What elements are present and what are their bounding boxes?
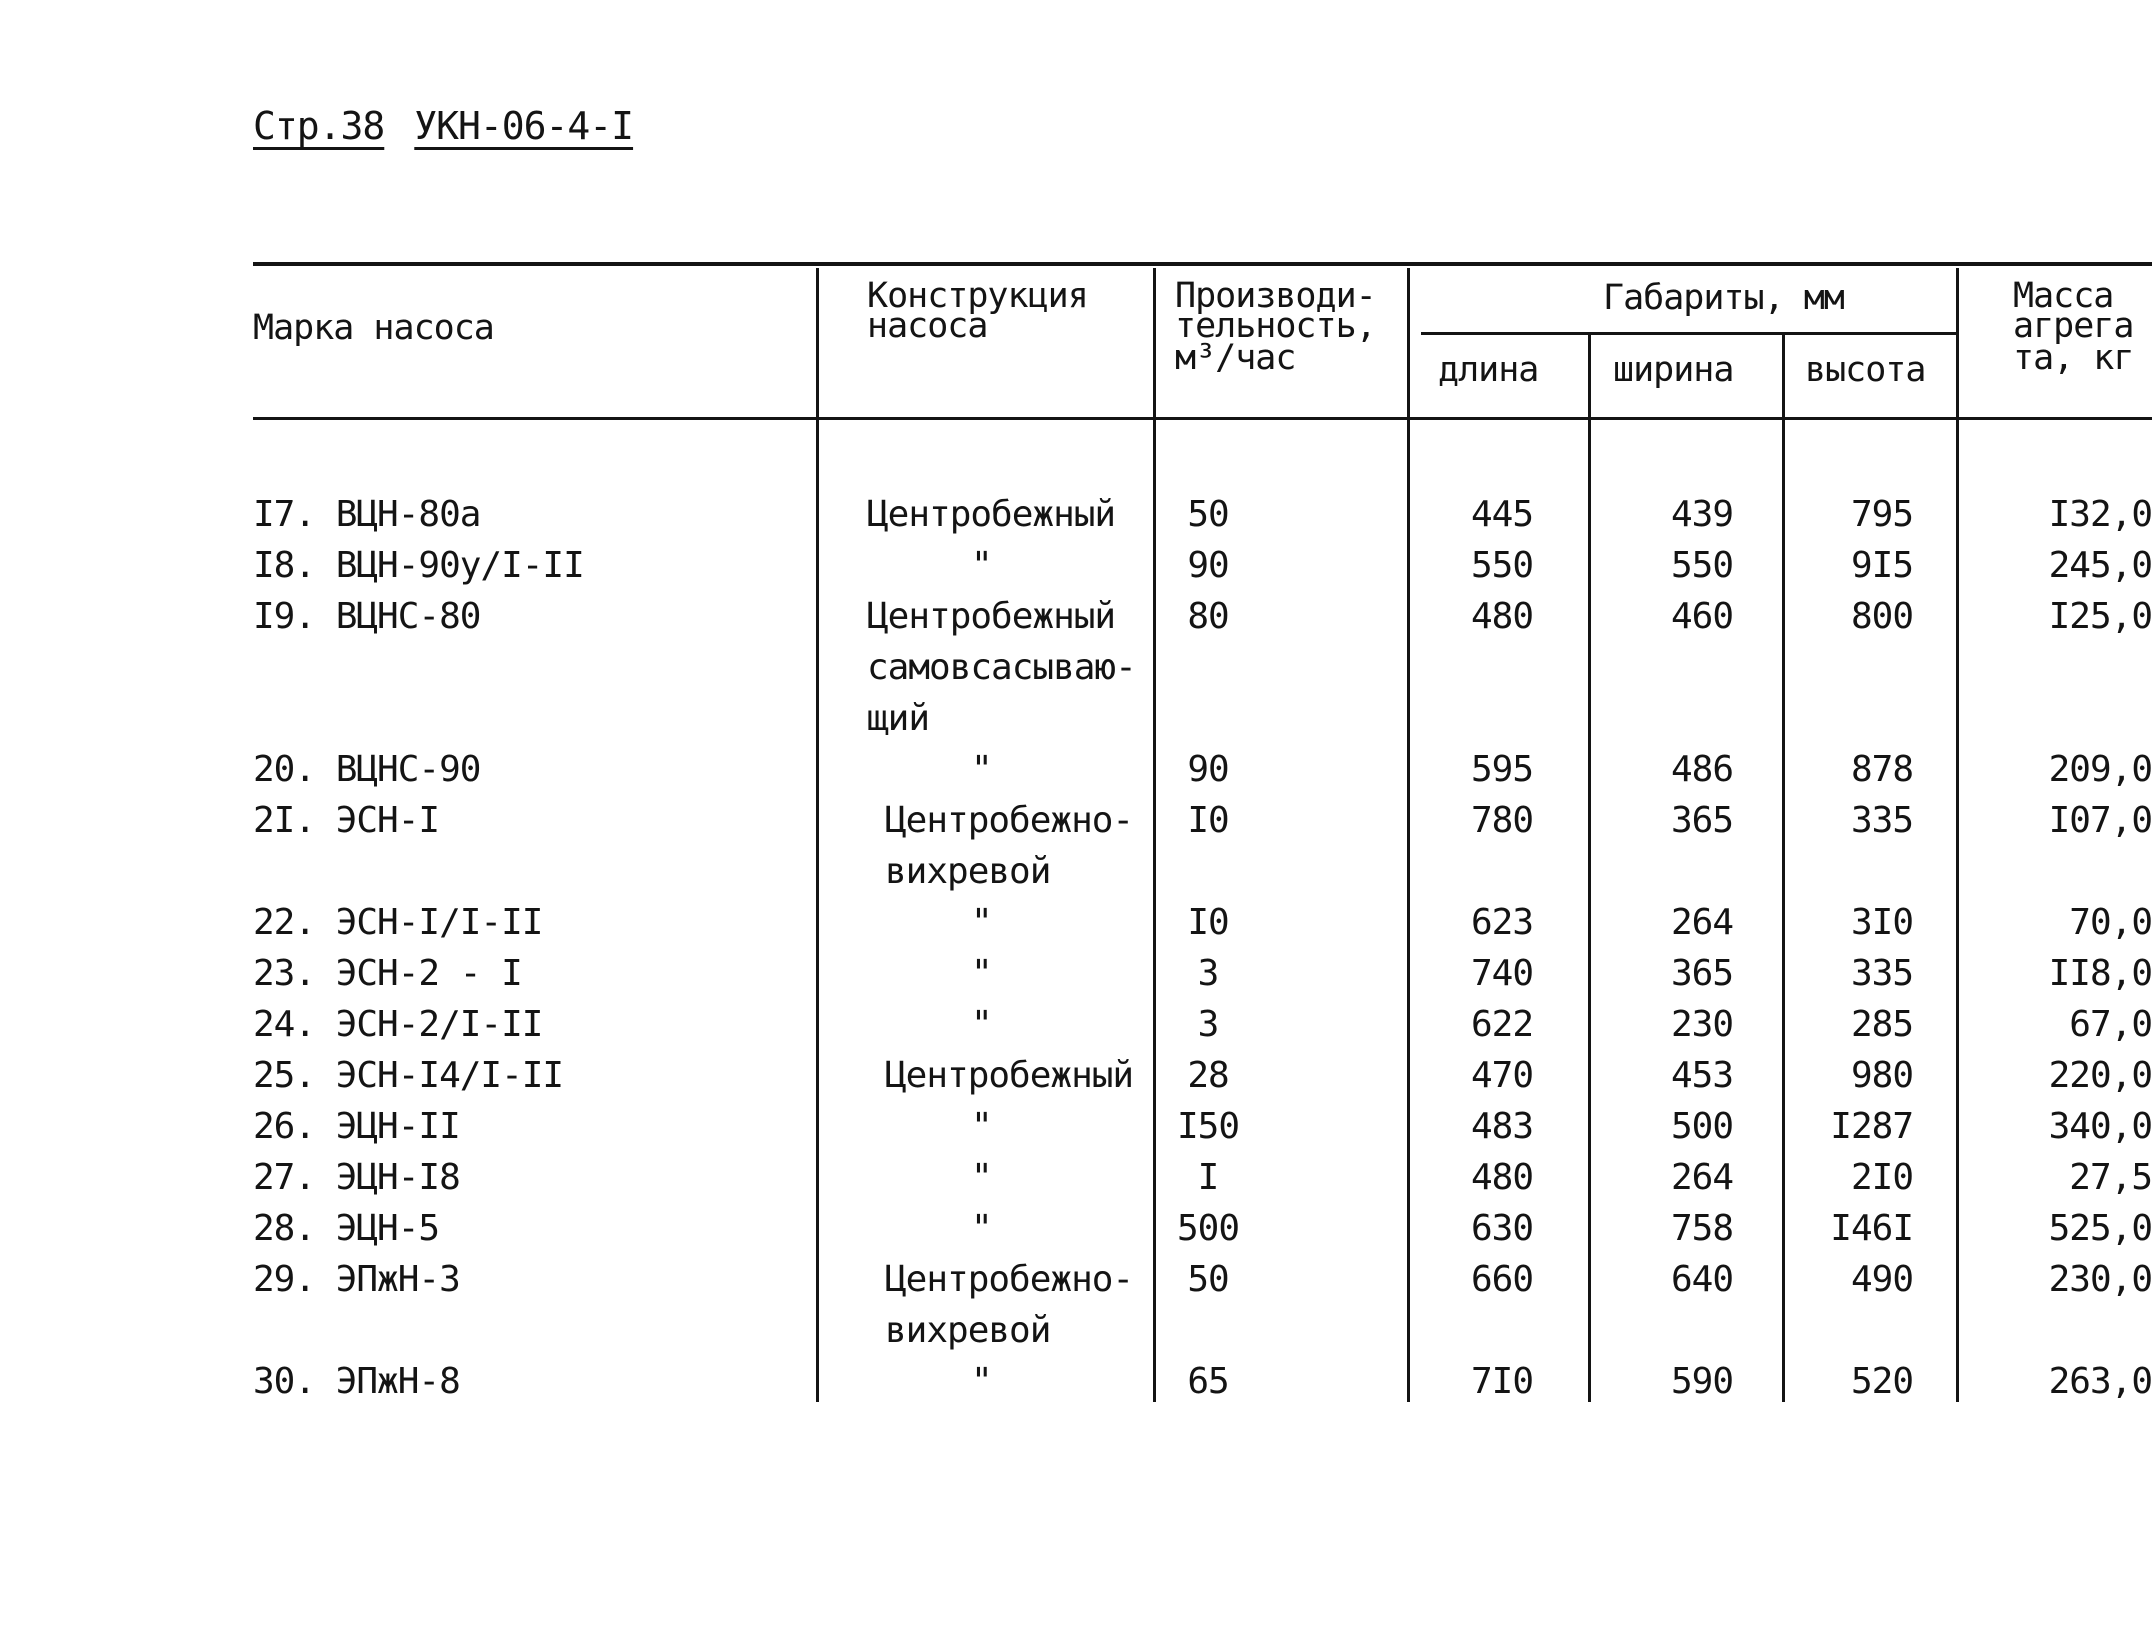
pump-width: 439 <box>1670 494 1733 535</box>
pump-mass: 525,0 <box>2048 1208 2152 1249</box>
pump-construction: " <box>971 1361 992 1402</box>
pump-mass: 340,0 <box>2048 1106 2152 1147</box>
pump-mass: II8,0 <box>2048 953 2152 994</box>
pump-width: 486 <box>1670 749 1733 790</box>
pump-construction: " <box>971 1208 992 1249</box>
pump-mass: 67,0 <box>2069 1004 2152 1045</box>
page-number: Стр.38 <box>253 104 385 148</box>
pump-construction: " <box>971 1106 992 1147</box>
pump-mark: I9. ВЦНС-80 <box>253 596 481 637</box>
pump-construction: Центробежный <box>885 1055 1134 1096</box>
pump-capacity: 3 <box>1197 1004 1219 1045</box>
pump-construction: Центробежный <box>867 494 1116 535</box>
pump-length: 445 <box>1470 494 1533 535</box>
pump-construction: " <box>971 902 992 943</box>
pump-construction: " <box>971 749 992 790</box>
pump-mass: 209,0 <box>2048 749 2152 790</box>
pump-mark: 29. ЭПжН-3 <box>253 1259 460 1300</box>
pump-length: 480 <box>1470 596 1533 637</box>
pump-capacity: I0 <box>1187 800 1229 841</box>
pump-capacity: I50 <box>1176 1106 1240 1147</box>
pump-construction: самовсасываю- <box>867 647 1136 688</box>
column-rule <box>816 268 819 1402</box>
pump-width: 264 <box>1670 1157 1733 1198</box>
pump-construction: " <box>971 545 992 586</box>
pump-width: 640 <box>1670 1259 1733 1300</box>
pump-mark: I7. ВЦН-80а <box>253 494 481 535</box>
pump-capacity: 50 <box>1187 494 1229 535</box>
pump-height: I46I <box>1830 1208 1913 1249</box>
header-width: ширина <box>1613 350 1734 390</box>
pump-height: 9I5 <box>1850 545 1913 586</box>
header-bottom-rule <box>253 417 2152 420</box>
pump-mark: 25. ЭСН-I4/I-II <box>253 1055 564 1096</box>
pump-width: 365 <box>1670 953 1733 994</box>
pump-height: I287 <box>1830 1106 1913 1147</box>
pump-height: 335 <box>1850 800 1913 841</box>
pump-height: 980 <box>1850 1055 1913 1096</box>
pump-length: 740 <box>1470 953 1533 994</box>
pump-width: 758 <box>1670 1208 1733 1249</box>
pump-length: 483 <box>1470 1106 1533 1147</box>
pump-height: 800 <box>1850 596 1913 637</box>
pump-mass: I25,0 <box>2048 596 2152 637</box>
pump-height: 2I0 <box>1850 1157 1913 1198</box>
pump-height: 3I0 <box>1850 902 1913 943</box>
pump-width: 264 <box>1670 902 1733 943</box>
document-code: УКН-06-4-I <box>414 104 634 148</box>
pump-width: 550 <box>1670 545 1733 586</box>
pump-capacity: 80 <box>1187 596 1229 637</box>
header-construction-2: насоса <box>867 306 988 346</box>
pump-mark: 30. ЭПжН-8 <box>253 1361 460 1402</box>
pump-length: 780 <box>1470 800 1533 841</box>
pump-mark: 24. ЭСН-2/I-II <box>253 1004 543 1045</box>
pump-mass: 27,5 <box>2069 1157 2152 1198</box>
pump-capacity: 65 <box>1187 1361 1229 1402</box>
pump-mass: 263,0 <box>2048 1361 2152 1402</box>
pump-height: 520 <box>1850 1361 1913 1402</box>
pump-length: 7I0 <box>1470 1361 1533 1402</box>
pump-mark: 27. ЭЦН-I8 <box>253 1157 460 1198</box>
pump-height: 795 <box>1850 494 1913 535</box>
pump-width: 500 <box>1670 1106 1733 1147</box>
column-rule <box>1782 334 1785 1402</box>
pump-construction: вихревой <box>885 1310 1051 1351</box>
page-header <box>253 104 633 148</box>
pump-capacity: I <box>1197 1157 1219 1198</box>
header-height: высота <box>1805 350 1926 390</box>
pump-mass: 220,0 <box>2048 1055 2152 1096</box>
pump-length: 470 <box>1470 1055 1533 1096</box>
column-rule <box>1956 268 1959 1402</box>
dimensions-header-rule <box>1421 332 1956 335</box>
pump-capacity: 500 <box>1176 1208 1240 1249</box>
pump-mark: 2I. ЭСН-I <box>253 800 440 841</box>
pump-table <box>253 262 2152 1402</box>
pump-construction: щий <box>867 698 930 739</box>
header-construction-1: Конструкция <box>867 276 1088 316</box>
pump-height: 878 <box>1850 749 1913 790</box>
pump-construction: Центробежный <box>867 596 1116 637</box>
pump-length: 595 <box>1470 749 1533 790</box>
header-length: длина <box>1438 350 1539 390</box>
pump-capacity: 90 <box>1187 749 1229 790</box>
table-top-rule <box>253 262 2152 266</box>
pump-width: 460 <box>1670 596 1733 637</box>
pump-capacity: 50 <box>1187 1259 1229 1300</box>
pump-length: 480 <box>1470 1157 1533 1198</box>
pump-height: 285 <box>1850 1004 1913 1045</box>
column-rule <box>1407 268 1410 1402</box>
pump-mark: 20. ВЦНС-90 <box>253 749 481 790</box>
pump-width: 590 <box>1670 1361 1733 1402</box>
header-dimensions: Габариты, мм <box>1603 278 1844 318</box>
pump-width: 453 <box>1670 1055 1733 1096</box>
pump-height: 490 <box>1850 1259 1913 1300</box>
pump-construction: Центробежно- <box>885 800 1134 841</box>
header-mass-2: агрега <box>2013 306 2134 346</box>
pump-mass: I32,0 <box>2048 494 2152 535</box>
pump-capacity: I0 <box>1187 902 1229 943</box>
header-capacity-2: тельность, <box>1175 306 1376 346</box>
pump-length: 623 <box>1470 902 1533 943</box>
pump-capacity: 90 <box>1187 545 1229 586</box>
header-mass-3: та, кг <box>2013 338 2134 378</box>
pump-mark: 23. ЭСН-2 - I <box>253 953 522 994</box>
column-rule <box>1588 334 1591 1402</box>
header-mark: Марка насоса <box>253 308 494 348</box>
pump-mark: 28. ЭЦН-5 <box>253 1208 440 1249</box>
pump-construction: " <box>971 953 992 994</box>
pump-mass: I07,0 <box>2048 800 2152 841</box>
pump-mark: I8. ВЦН-90у/I-II <box>253 545 584 586</box>
header-capacity-3: м³/час <box>1175 338 1296 378</box>
pump-construction: Центробежно- <box>885 1259 1134 1300</box>
pump-capacity: 28 <box>1187 1055 1229 1096</box>
pump-length: 660 <box>1470 1259 1533 1300</box>
pump-mass: 70,0 <box>2069 902 2152 943</box>
pump-width: 365 <box>1670 800 1733 841</box>
pump-width: 230 <box>1670 1004 1733 1045</box>
pump-height: 335 <box>1850 953 1913 994</box>
pump-construction: " <box>971 1157 992 1198</box>
pump-mass: 230,0 <box>2048 1259 2152 1300</box>
pump-length: 630 <box>1470 1208 1533 1249</box>
pump-length: 550 <box>1470 545 1533 586</box>
pump-capacity: 3 <box>1197 953 1219 994</box>
pump-mark: 22. ЭСН-I/I-II <box>253 902 543 943</box>
pump-construction: вихревой <box>885 851 1051 892</box>
header-mass-1: Масса <box>2013 276 2114 316</box>
pump-mass: 245,0 <box>2048 545 2152 586</box>
pump-mark: 26. ЭЦН-II <box>253 1106 460 1147</box>
header-capacity-1: Производи- <box>1175 276 1376 316</box>
pump-length: 622 <box>1470 1004 1533 1045</box>
pump-construction: " <box>971 1004 992 1045</box>
